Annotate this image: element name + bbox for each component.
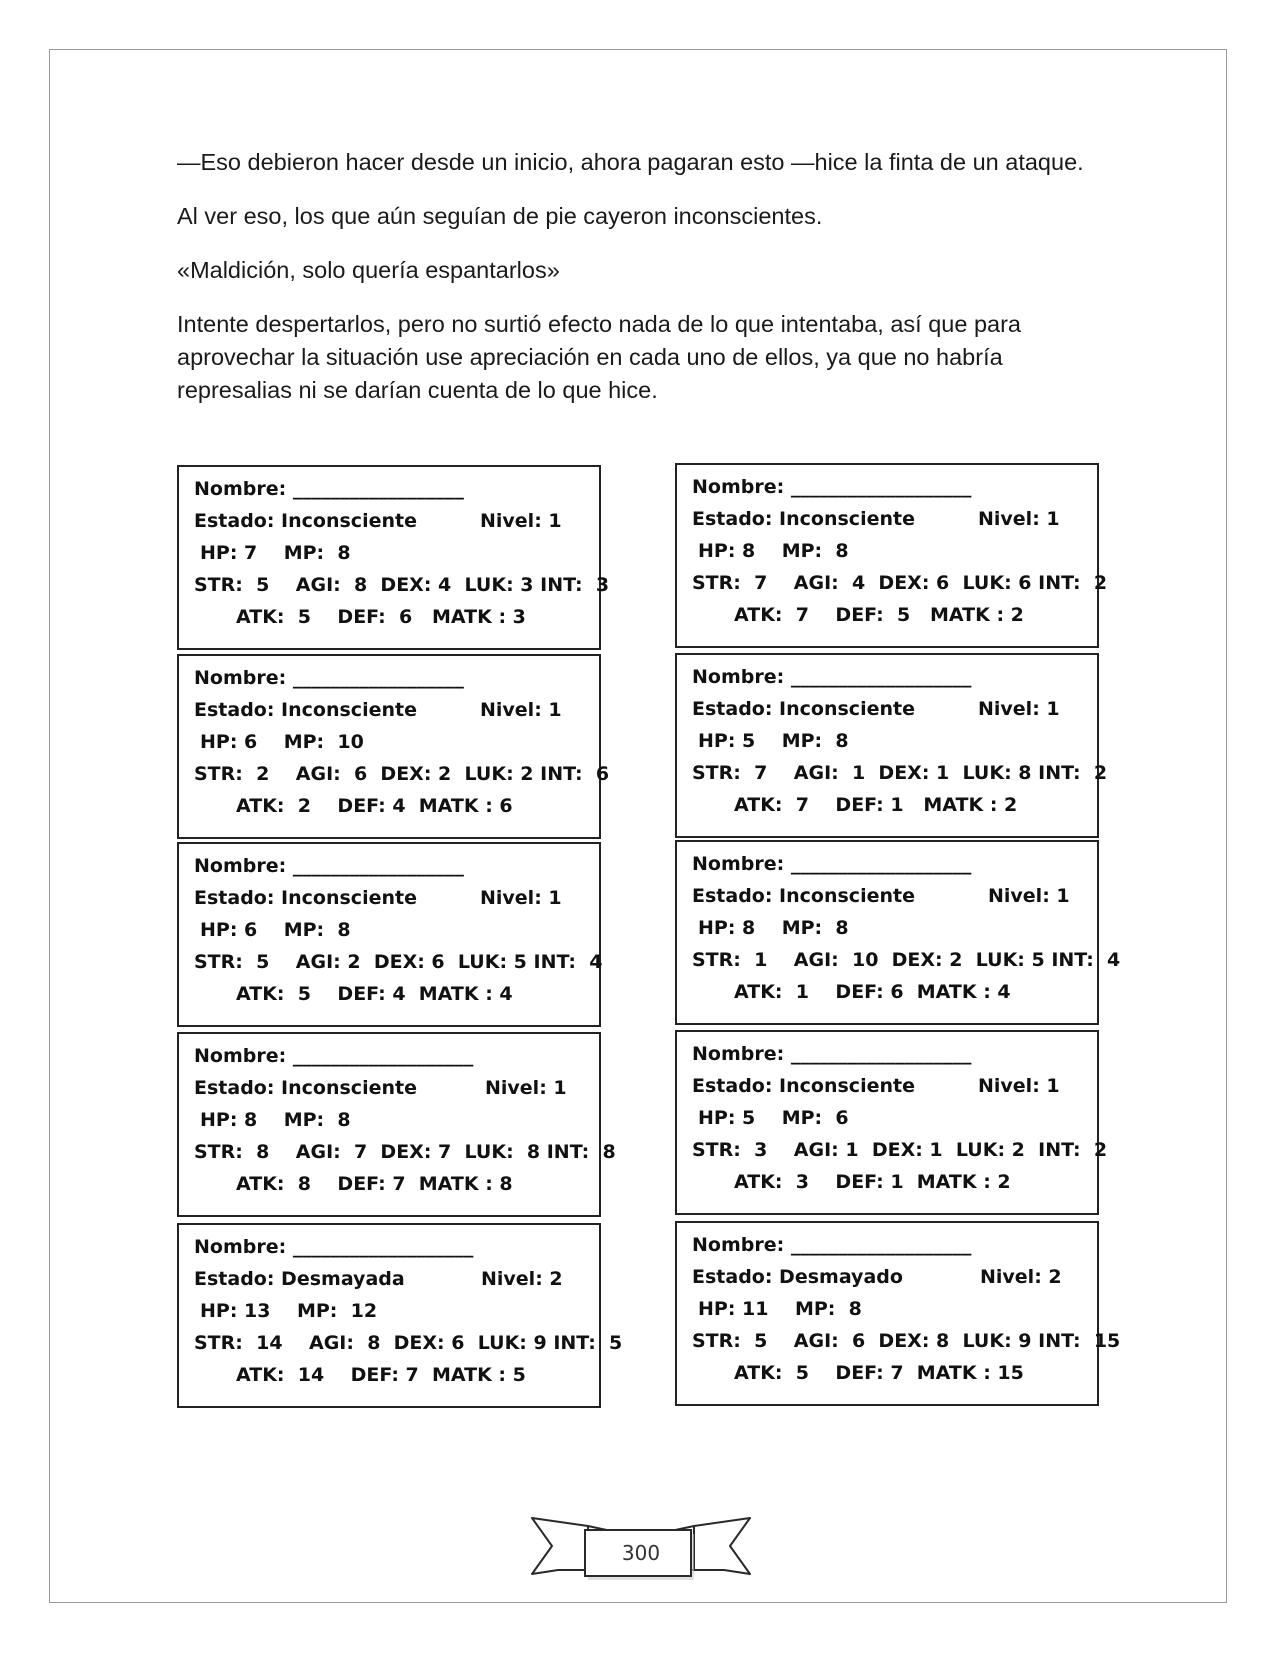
card-hp-mp: HP: 8 MP: 8 [698,540,849,562]
card-hp-mp: HP: 7 MP: 8 [200,542,351,564]
card-nombre: Nombre: ___________________ [692,1043,972,1065]
status-card [177,1032,616,1217]
card-nombre: Nombre: ___________________ [692,476,972,498]
card-estado: Estado: Inconsciente [194,699,417,721]
card-stats: STR: 7 AGI: 1 DEX: 1 LUK: 8 INT: 2 [692,762,1108,784]
card-hp-mp: HP: 6 MP: 10 [200,731,364,753]
card-combat: ATK: 7 DEF: 1 MATK : 2 [734,794,1018,816]
card-hp-mp: HP: 6 MP: 8 [200,919,351,941]
card-stats: STR: 7 AGI: 4 DEX: 6 LUK: 6 INT: 2 [692,572,1108,594]
status-card [675,653,1108,838]
card-nivel: Nivel: 1 [480,887,562,909]
card-nivel: Nivel: 2 [481,1268,563,1290]
card-nivel: Nivel: 1 [978,1075,1060,1097]
card-estado: Estado: Inconsciente [692,885,915,907]
card-nivel: Nivel: 1 [978,698,1060,720]
paragraph: Intente despertarlos, pero no surtió efecto nada de lo que intentaba, así que para aprovechar la situación use apreciación en cada uno de ellos, ya que no habría represalias ni se darían cuenta de lo que hice. [177,311,1021,403]
card-estado: Estado: Inconsciente [194,1077,417,1099]
card-stats: STR: 1 AGI: 10 DEX: 2 LUK: 5 INT: 4 [692,949,1121,971]
card-nivel: Nivel: 1 [480,699,562,721]
status-card [675,1221,1121,1406]
card-combat: ATK: 14 DEF: 7 MATK : 5 [236,1364,526,1386]
card-stats: STR: 8 AGI: 7 DEX: 7 LUK: 8 INT: 8 [194,1141,616,1163]
card-nombre: Nombre: ___________________ [692,853,972,875]
card-combat: ATK: 3 DEF: 1 MATK : 2 [734,1171,1011,1193]
status-card [177,465,610,650]
card-estado: Estado: Inconsciente [692,508,915,530]
card-nombre: Nombre: __________________ [194,667,464,689]
paragraph: «Maldición, solo quería espantarlos» [177,257,560,283]
card-combat: ATK: 1 DEF: 6 MATK : 4 [734,981,1011,1003]
status-card [675,463,1108,648]
card-combat: ATK: 5 DEF: 4 MATK : 4 [236,983,513,1005]
status-card [177,842,601,1027]
card-hp-mp: HP: 8 MP: 8 [200,1109,351,1131]
status-card [675,1030,1108,1215]
card-nivel: Nivel: 1 [978,508,1060,530]
card-nombre: Nombre: ___________________ [194,1236,474,1258]
paragraph: Al ver eso, los que aún seguían de pie cayeron inconscientes. [177,203,823,229]
card-nivel: Nivel: 1 [485,1077,567,1099]
card-hp-mp: HP: 11 MP: 8 [698,1298,862,1320]
card-stats: STR: 14 AGI: 8 DEX: 6 LUK: 9 INT: 5 [194,1332,623,1354]
card-nivel: Nivel: 2 [980,1266,1062,1288]
card-nombre: Nombre: ___________________ [692,666,972,688]
card-stats: STR: 5 AGI: 2 DEX: 6 LUK: 5 INT: 4 [194,951,603,973]
paragraph: —Eso debieron hacer desde un inicio, ahora pagaran esto —hice la finta de un ataque. [177,149,1084,175]
card-stats: STR: 2 AGI: 6 DEX: 2 LUK: 2 INT: 6 [194,763,610,785]
card-estado: Estado: Inconsciente [692,698,915,720]
card-combat: ATK: 5 DEF: 7 MATK : 15 [734,1362,1024,1384]
narrative-text [177,146,1097,428]
card-hp-mp: HP: 8 MP: 8 [698,917,849,939]
card-combat: ATK: 2 DEF: 4 MATK : 6 [236,795,513,817]
card-nombre: Nombre: ___________________ [194,1045,474,1067]
card-combat: ATK: 8 DEF: 7 MATK : 8 [236,1173,513,1195]
status-card [177,1223,623,1408]
card-estado: Estado: Inconsciente [194,510,417,532]
card-hp-mp: HP: 13 MP: 12 [200,1300,378,1322]
card-combat: ATK: 5 DEF: 6 MATK : 3 [236,606,526,628]
card-stats: STR: 5 AGI: 6 DEX: 8 LUK: 9 INT: 15 [692,1330,1121,1352]
card-stats: STR: 3 AGI: 1 DEX: 1 LUK: 2 INT: 2 [692,1139,1108,1161]
card-nombre: Nombre: __________________ [194,855,464,877]
card-estado: Estado: Inconsciente [194,887,417,909]
card-nombre: Nombre: __________________ [194,478,464,500]
card-estado: Estado: Inconsciente [692,1075,915,1097]
card-nivel: Nivel: 1 [480,510,562,532]
card-nivel: Nivel: 1 [988,885,1070,907]
status-card [675,840,1121,1025]
status-card [177,654,610,839]
card-estado: Estado: Desmayada [194,1268,405,1290]
card-stats: STR: 5 AGI: 8 DEX: 4 LUK: 3 INT: 3 [194,574,610,596]
card-combat: ATK: 7 DEF: 5 MATK : 2 [734,604,1024,626]
page-number: 300 [621,1541,661,1565]
card-hp-mp: HP: 5 MP: 6 [698,1107,849,1129]
card-nombre: Nombre: ___________________ [692,1234,972,1256]
card-estado: Estado: Desmayado [692,1266,903,1288]
card-hp-mp: HP: 5 MP: 8 [698,730,849,752]
